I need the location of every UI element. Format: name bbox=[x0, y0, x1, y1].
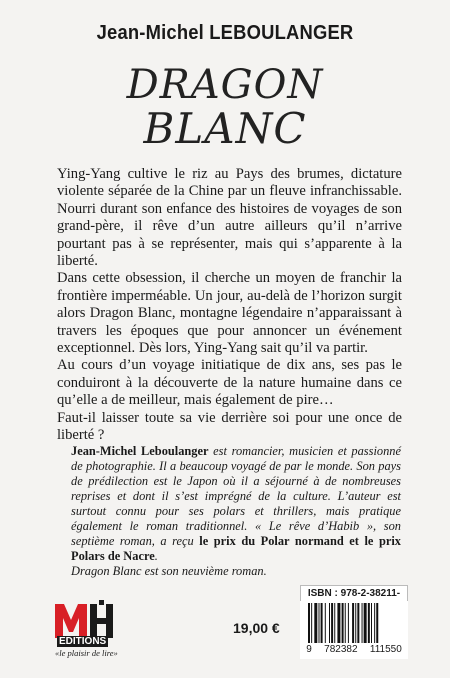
author-name: Jean-Michel LEBOULANGER bbox=[96, 22, 354, 44]
price: 19,00 € bbox=[233, 620, 280, 636]
barcode-digit-group: 782382 bbox=[324, 644, 358, 655]
bio-dot: . bbox=[154, 549, 158, 563]
barcode-digit-group: 9 bbox=[306, 644, 312, 655]
isbn-label: ISBN : 978-2-38211- bbox=[300, 585, 408, 602]
publisher-logo bbox=[55, 600, 130, 660]
publisher-name: EDITIONS bbox=[59, 636, 107, 647]
back-cover-blurb bbox=[57, 166, 402, 445]
book-title-line-1: DRAGON bbox=[126, 62, 324, 108]
bio-text: est romancier, musicien et passionné de photographie. Il a beaucoup voyagé de par le monde. Son pays de prédilection est le Japon où il a séjourné à de nombreuses reprises et dont il s’est imprégné de la culture. L’auteur est surtout connu pour ses polars et thrillers, mais pratique également le roman traditionnel. « Le rêve d’Habib », son septième roman, a reçu bbox=[71, 444, 401, 548]
barcode-digit-group: 111550 bbox=[369, 644, 402, 655]
author-biography bbox=[71, 444, 401, 579]
bio-paragraph bbox=[71, 444, 401, 564]
mh-logo-icon bbox=[55, 600, 115, 638]
bio-prize-2: prix Polars de Nacre bbox=[71, 534, 401, 563]
blurb-paragraph: Faut-il laisser toute sa vie derrière soi pour une once de liberté ? bbox=[57, 409, 402, 444]
bio-author-name: Jean-Michel Leboulanger bbox=[71, 444, 209, 458]
blurb-paragraph: Dans cette obsession, il cherche un moyen de franchir la frontière imperméable. Un jour, au-delà de l’horizon surgit alors Dragon Blanc, montagne légendaire n’apparaissant à travers les époques que pour annoncer un événement exceptionnel. Dès lors, Ying-Yang sait qu’il va partir. bbox=[57, 270, 402, 357]
book-title-line-2: BLANC bbox=[143, 104, 307, 153]
blurb-paragraph: Au cours d’un voyage initiatique de dix ans, ses pas le conduiront à la découverte de la nature humaine dans ce qu’elle a de meilleur, mais également de pire… bbox=[57, 357, 402, 409]
bio-and: et le bbox=[343, 534, 379, 548]
barcode-digits bbox=[300, 644, 408, 655]
barcode bbox=[300, 601, 408, 659]
bio-prize-1: le prix du Polar normand bbox=[199, 534, 344, 548]
publisher-tagline: «le plaisir de lire» bbox=[55, 648, 118, 658]
blurb-paragraph: Ying-Yang cultive le riz au Pays des brumes, dictature violente séparée de la Chine par un fleuve infranchissable. Nourri durant son enfance des histoires de voyages de son grand-père, il rêve d’un autre ailleurs qu’il n’arrive pourtant pas à se représenter, mais qui s’apparente à la liberté. bbox=[57, 166, 402, 270]
bio-closing: Dragon Blanc est son neuvième roman. bbox=[71, 564, 267, 578]
barcode-bars-icon bbox=[308, 603, 400, 643]
